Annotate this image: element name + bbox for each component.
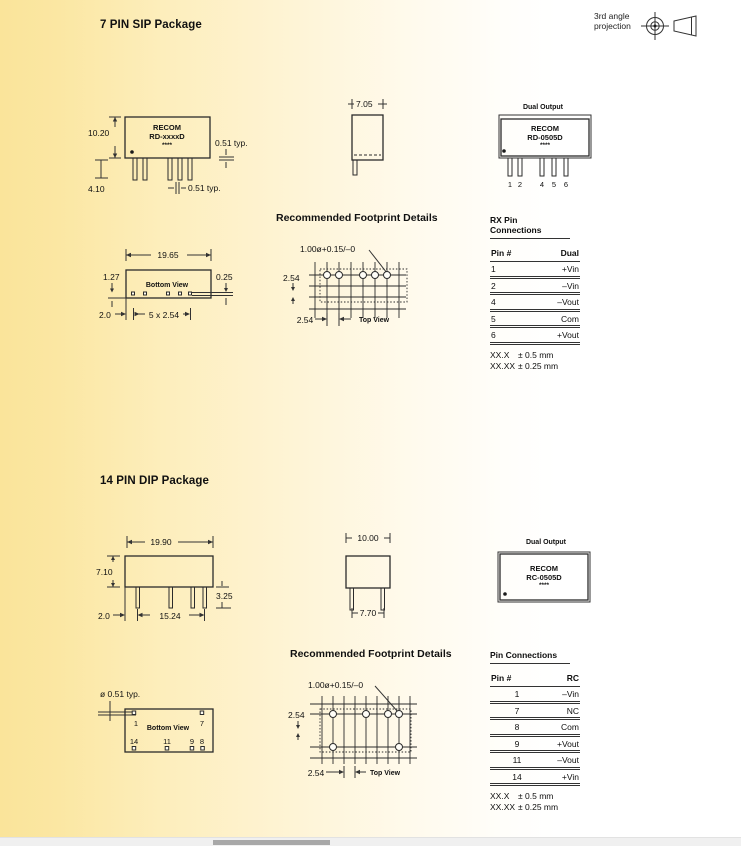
projection-cone-symbol <box>674 16 696 36</box>
dip-footprint-col-pitch: 2.54 <box>307 768 325 778</box>
dip-pin-number: 7 <box>199 719 205 728</box>
table-row: 1 –Vin <box>490 687 580 704</box>
pin-number: 5 <box>551 180 557 189</box>
col-pin-header: Pin # <box>491 673 512 683</box>
dip-dual-stars: **** <box>538 582 550 589</box>
dip-front-pin-length: 3.25 <box>216 591 233 601</box>
table-row: 14 +Vin <box>490 770 580 787</box>
third-angle-projection-icon <box>635 9 703 45</box>
sip-bottom-width-dim <box>126 249 211 261</box>
dip-bottom-hole-spec: ø 0.51 typ. <box>100 689 141 699</box>
table-row: 8 Com <box>490 720 580 737</box>
dip-pin-number: 9 <box>189 737 195 746</box>
dip-front-edge: 2.0 <box>98 611 110 621</box>
dip-footprint-heading: Recommended Footprint Details <box>290 648 452 660</box>
dip-front-view-drawing <box>90 530 275 630</box>
dip-pin-table-title: Pin Connections <box>490 650 570 664</box>
dip-side-width-dim <box>346 533 390 543</box>
sip-front-stars: **** <box>161 142 173 149</box>
projection-label-line1: 3rd angle <box>594 11 630 21</box>
sip-front-model: RD-xxxxD <box>149 132 185 141</box>
sip-footprint-heading: Recommended Footprint Details <box>276 212 438 224</box>
projection-label <box>594 12 631 31</box>
dip-front-dims <box>96 556 233 621</box>
dip-front-width-dim <box>127 536 213 548</box>
dip-side-pin-span: 7.70 <box>359 608 377 618</box>
pin-number: 2 <box>517 180 523 189</box>
dip-pin-number: 11 <box>163 737 171 746</box>
sip-dual-heading: Dual Output <box>522 104 564 111</box>
dip-footprint-view-label: Top View <box>370 770 401 777</box>
sip-bottom-width: 19.65 <box>157 250 179 260</box>
table-row: 2 –Vin <box>490 279 580 296</box>
dip-footprint-grid <box>310 696 417 764</box>
dip-section-title: 14 PIN DIP Package <box>100 475 209 487</box>
sip-bottom-pitch: 5 x 2.54 <box>148 310 180 320</box>
projection-circle-symbol <box>641 12 669 40</box>
sip-footprint-drawing <box>275 238 445 338</box>
dip-bottom-view-label: Bottom View <box>146 725 190 732</box>
dip-dual-heading: Dual Output <box>525 539 567 546</box>
sip-pin-table-header <box>490 247 580 262</box>
dip-pin-number: 1 <box>133 719 139 728</box>
table-row: 9 +Vout <box>490 737 580 754</box>
pin-number: 1 <box>507 180 513 189</box>
projection-label-line2: projection <box>594 20 631 31</box>
table-row: 7 NC <box>490 704 580 721</box>
table-row: 11 –Vout <box>490 753 580 770</box>
sip-footprint-col-pitch: 2.54 <box>296 315 314 325</box>
sip-section-title: 7 PIN SIP Package <box>100 19 202 31</box>
table-row: 6 +Vout <box>490 328 580 345</box>
sip-side-dimension <box>348 99 387 109</box>
sip-side-width: 7.05 <box>356 99 373 109</box>
table-row: 1 +Vin <box>490 262 580 279</box>
sip-dual-pin-numbers <box>508 180 568 189</box>
pin-number: 4 <box>539 180 545 189</box>
dip-footprint-hole-spec: 1.00ø+0.15/–0 <box>308 680 364 690</box>
dip-dual-body <box>498 552 590 602</box>
col-type-header: RC <box>566 673 579 683</box>
sip-bottom-view-drawing <box>95 243 245 333</box>
dip-pin-number: 8 <box>199 737 205 746</box>
col-pin-header: Pin # <box>491 248 512 258</box>
dip-footprint-drawing <box>280 672 455 787</box>
sip-front-view-drawing <box>85 100 265 200</box>
sip-package-body <box>125 117 210 158</box>
dip-dual-output-drawing <box>490 533 605 611</box>
sip-footprint-row-pitch: 2.54 <box>283 273 300 283</box>
sip-bottom-view-label: Bottom View <box>145 282 189 289</box>
dip-side-pins <box>350 588 385 610</box>
sip-footprint-dims <box>283 273 390 326</box>
sip-footprint-grid <box>309 262 407 318</box>
dip-front-pins <box>136 587 207 608</box>
tolerance-note: XX.X ± 0.5 mm XX.XX ± 0.25 mm <box>490 349 559 371</box>
dip-dual-brand: RECOM <box>530 564 558 573</box>
dip-bottom-body <box>125 709 213 752</box>
sip-dim-pin-thickness: 0.51 typ. <box>215 138 248 148</box>
dip-side-view-drawing <box>335 530 430 625</box>
sip-front-brand: RECOM <box>153 123 181 132</box>
dip-front-span: 15.24 <box>159 611 181 621</box>
sip-dual-body <box>499 115 591 158</box>
dip-pin-table-header <box>490 672 580 687</box>
dip-footprint-row-pitch: 2.54 <box>288 710 305 720</box>
sip-side-body <box>352 115 383 175</box>
dip-bottom-dim-lines <box>98 701 136 721</box>
sip-front-pins <box>133 158 192 180</box>
tolerance-note: XX.X ± 0.5 mm XX.XX ± 0.25 mm <box>490 791 559 812</box>
pin-number: 6 <box>563 180 569 189</box>
sip-pin-table-title: RX Pin Connections <box>490 215 570 239</box>
projection-block <box>594 9 703 45</box>
dip-side-width: 10.00 <box>357 533 379 543</box>
sip-dim-height: 10.20 <box>88 128 110 138</box>
col-type-header: Dual <box>560 248 579 258</box>
sip-dim-pin-width: 0.51 typ. <box>188 183 221 193</box>
dip-side-body <box>346 556 390 588</box>
sip-dual-stars: **** <box>539 142 551 149</box>
dip-front-width: 19.90 <box>150 537 172 547</box>
sip-footprint-hole-spec: 1.00ø+0.15/–0 <box>300 244 356 254</box>
sip-dual-pins <box>508 158 568 176</box>
dip-side-pin-span-dim <box>352 608 384 618</box>
sip-bottom-edge: 2.0 <box>99 310 111 320</box>
horizontal-scrollbar-thumb[interactable] <box>213 840 330 845</box>
dip-dual-model: RC-0505D <box>526 573 562 582</box>
sip-side-view-drawing <box>338 95 418 200</box>
dip-package-body <box>125 556 213 587</box>
sip-dim-pin-length: 4.10 <box>88 184 105 194</box>
sip-bottom-offset: 1.27 <box>103 272 120 282</box>
horizontal-scrollbar-track[interactable] <box>0 837 741 846</box>
sip-footprint-view-label: Top View <box>359 317 390 324</box>
table-row: 4 –Vout <box>490 295 580 312</box>
dip-pin-table <box>490 650 580 813</box>
sip-bottom-pad: 0.25 <box>216 272 233 282</box>
dip-front-height: 7.10 <box>96 567 113 577</box>
sip-dual-brand: RECOM <box>531 124 559 133</box>
table-row: 5 Com <box>490 312 580 329</box>
sip-pin-table <box>490 215 580 372</box>
sip-dual-output-drawing <box>490 98 605 193</box>
dip-pin-number: 14 <box>129 737 139 746</box>
dip-bottom-view-drawing <box>88 685 248 777</box>
sip-dual-model: RD-0505D <box>527 133 563 142</box>
